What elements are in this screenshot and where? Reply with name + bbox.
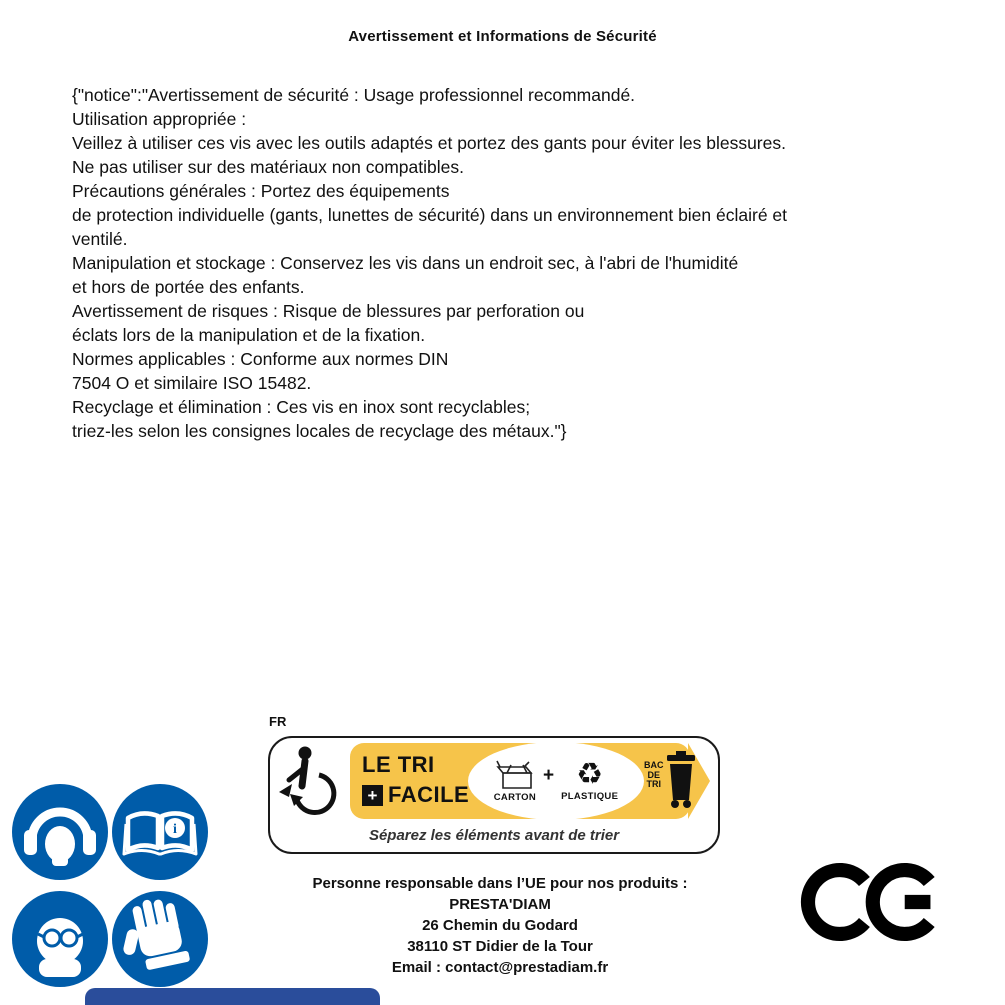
responsible-block xyxy=(260,873,740,978)
page-title: Avertissement et Informations de Sécurité xyxy=(348,28,657,45)
notice-line: Manipulation et stockage : Conservez les vis dans un endroit sec, à l'abri de l'humidité xyxy=(72,253,739,273)
contact-email: Email : contact@prestadiam.fr xyxy=(391,959,609,976)
notice-line: ventilé. xyxy=(72,229,128,249)
eye-protection-icon xyxy=(12,891,108,987)
company-name: PRESTA'DIAM xyxy=(449,896,551,913)
recycling-triangle-icon: ♻ xyxy=(576,758,604,791)
address-line1: 26 Chemin du Godard xyxy=(422,917,578,934)
ce-mark-icon xyxy=(800,850,942,954)
plastique-label: PLASTIQUE xyxy=(561,791,619,802)
fr-country-label: FR xyxy=(269,714,287,729)
facile-label: FACILE xyxy=(388,782,470,807)
notice-line: Utilisation appropriée : xyxy=(72,109,247,129)
notice-line: Recyclage et élimination : Ces vis en inox sont recyclables; xyxy=(72,397,531,417)
address-line2: 38110 ST Didier de la Tour xyxy=(407,938,593,955)
plus-box-icon: + xyxy=(362,785,383,806)
plastique-material xyxy=(561,760,618,802)
ear-protection-icon xyxy=(12,784,108,880)
ear-protection-glyph xyxy=(12,784,108,880)
carton-box-icon xyxy=(494,759,536,791)
notice-line: triez-les selon les consignes locales de recyclage des métaux."} xyxy=(72,421,567,441)
bac-de-tri-label: BAC DE TRI xyxy=(644,760,664,789)
hand-protection-glyph xyxy=(112,891,208,987)
le-tri-label: LE TRI xyxy=(362,752,435,777)
safety-pictograms xyxy=(12,784,208,987)
sorting-bin-icon xyxy=(666,751,696,809)
hand-protection-icon xyxy=(112,891,208,987)
notice-line: Ne pas utiliser sur des matériaux non compatibles. xyxy=(72,157,464,177)
triman-icon xyxy=(278,742,348,820)
materials-oval xyxy=(468,742,644,820)
notice-line: et hors de portée des enfants. xyxy=(72,277,305,297)
eye-protection-glyph xyxy=(12,891,108,987)
notice-line: {"notice":"Avertissement de sécurité : Usage professionnel recommandé. xyxy=(72,85,636,105)
read-manual-glyph xyxy=(112,784,208,880)
facile-row xyxy=(362,782,469,808)
svg-text:i: i xyxy=(173,822,177,837)
notice-line: éclats lors de la manipulation et de la fixation. xyxy=(72,325,426,345)
carton-label: CARTON xyxy=(493,792,537,803)
carton-material xyxy=(494,759,536,803)
responsible-intro: Personne responsable dans l’UE pour nos produits : xyxy=(312,875,688,892)
safety-notice-text xyxy=(72,83,972,443)
recycling-sorting-banner xyxy=(268,736,720,854)
notice-line: Veillez à utiliser ces vis avec les outils adaptés et portez des gants pour éviter les blessures. xyxy=(72,133,786,153)
read-manual-icon xyxy=(112,784,208,880)
notice-line: Avertissement de risques : Risque de blessures par perforation ou xyxy=(72,301,585,321)
bottom-blue-strip xyxy=(85,988,380,1005)
materials-plus: + xyxy=(543,765,555,786)
notice-line: Normes applicables : Conforme aux normes DIN xyxy=(72,349,449,369)
notice-line: Précautions générales : Portez des équipements xyxy=(72,181,450,201)
sorting-tagline: Séparez les éléments avant de trier xyxy=(368,827,620,844)
notice-line: 7504 O et similaire ISO 15482. xyxy=(72,373,312,393)
notice-line: de protection individuelle (gants, lunettes de sécurité) dans un environnement bien éclairé et xyxy=(72,205,788,225)
